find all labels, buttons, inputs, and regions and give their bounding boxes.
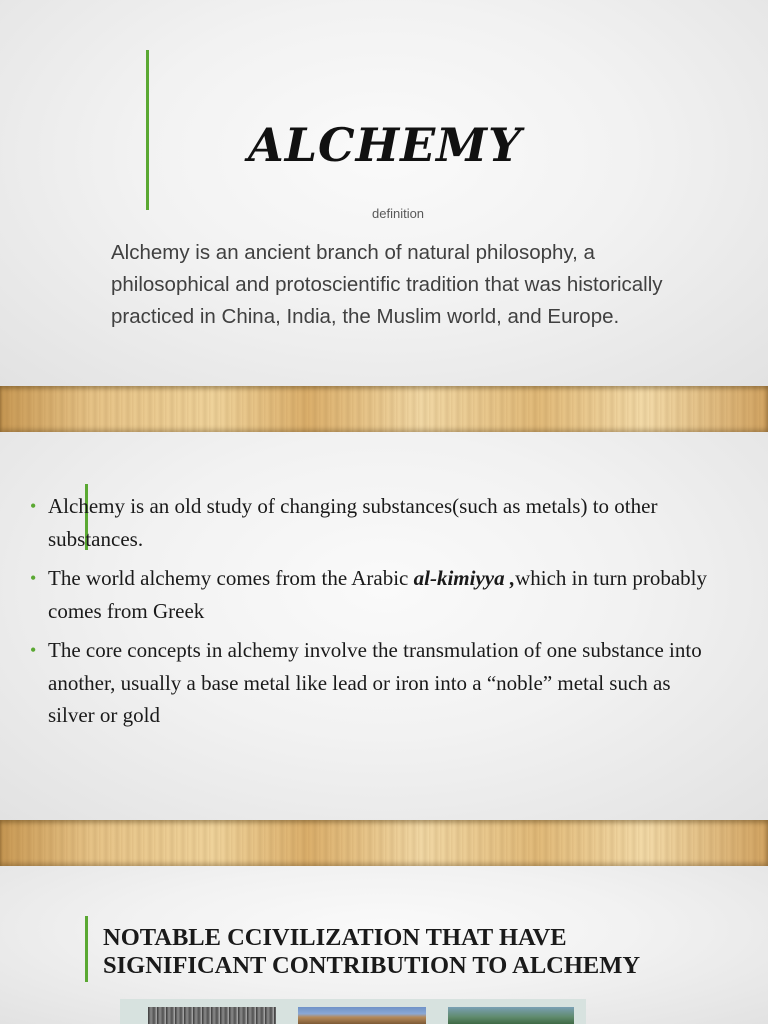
bullet-icon: • [30,568,37,588]
bullet-item [30,490,710,555]
slide-alchemy-title [0,0,768,386]
bullet-icon: • [30,496,37,516]
definition-text: Alchemy is an ancient branch of natural philosophy, a philosophical and protoscientific tradition that was historically practiced in China, India, the Muslim world, and Europe. [111,241,663,328]
bullet-text: The core concepts in alchemy involve the transmulation of one substance into another, usually a base metal like lead or iron into a “noble” metal such as silver or gold [48,638,702,727]
landscape-image [448,1007,574,1024]
slide-alchemy-facts [0,432,768,820]
accent-bar [85,916,88,982]
bullet-item [30,562,710,627]
slide-heading: NOTABLE CCIVILIZATION THAT HAVE SIGNIFICANT CONTRIBUTION TO ALCHEMY [103,924,641,979]
bullet-list [30,490,710,739]
bullet-icon: • [30,640,37,660]
bullet-text-after: which in turn probably comes from Greek [48,566,707,623]
bullet-text-before: The world alchemy comes from the Arabic [48,566,414,590]
manuscript-image [148,1007,276,1024]
slide-divider [0,820,768,866]
arabic-term: al-kimiyya , [413,566,516,590]
slide-divider [0,386,768,432]
bullet-text: Alchemy is an old study of changing substances(such as metals) to other substances. [48,494,658,551]
slide-subtitle: definition [372,206,425,221]
accent-bar [146,50,149,210]
bullet-item [30,634,710,732]
slide-title: ALCHEMY [248,118,522,172]
image-strip [120,999,586,1024]
slide-civilizations [0,866,768,1024]
pyramid-image [298,1007,426,1024]
